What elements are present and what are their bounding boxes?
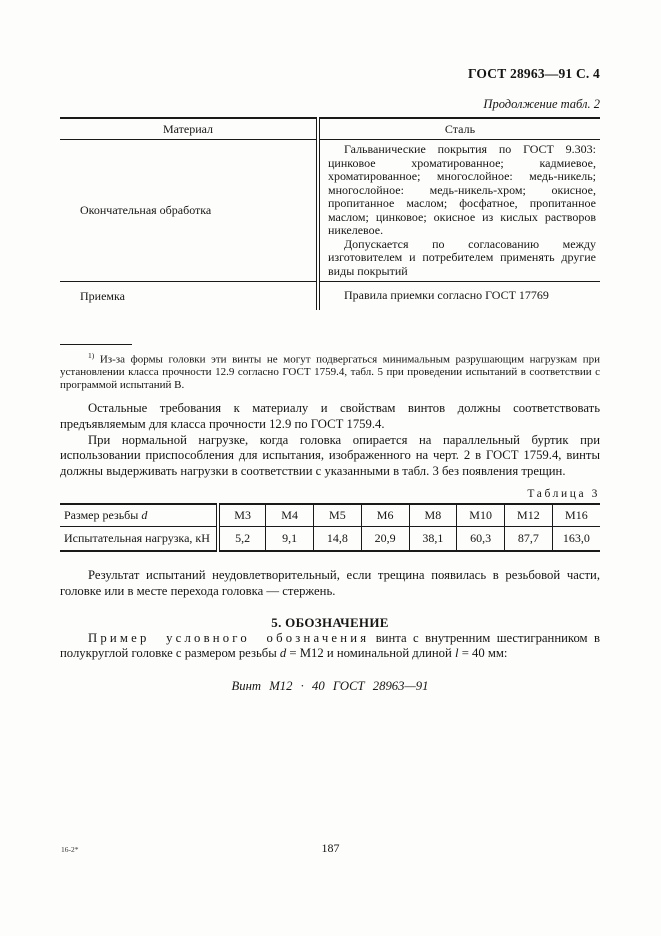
section-heading-designation: 5. ОБОЗНАЧЕНИЕ [271, 614, 389, 630]
length-variable: l [454, 646, 459, 661]
paragraph-test-result: Результат испытаний неудовлетворительный, если трещина появилась в резьбовой части, головке или в месте перехода головка — стержень. [60, 568, 600, 598]
table3-test-loads [60, 503, 600, 552]
table3-size-m16: М16 [552, 504, 600, 527]
table3-label: Таблица 3 [527, 488, 600, 501]
table3-size-m8: М8 [409, 504, 457, 527]
table3-load-m6: 20,9 [361, 527, 409, 552]
print-signature-mark: 16-2* [61, 845, 79, 854]
table3-size-m3: М3 [218, 504, 266, 527]
table3-size-m10: М10 [457, 504, 505, 527]
table3-thread-size-label: Размер резьбы d [60, 504, 218, 527]
paragraph-material-requirements: Остальные требования к материалу и свойствам винтов должны соответствовать предъявляемым для класса прочности 12.9 по ГОСТ 1759.4. [60, 401, 600, 432]
table3-load-m16: 163,0 [552, 527, 600, 552]
paragraph-designation-example: Пример условного обозначения винта с внутренним шестигранником в полукруглой головке с размером резьбы d = М12 и номинальной длиной l = 40 мм: [60, 630, 600, 661]
table3-load-m12: 87,7 [505, 527, 553, 552]
designation-example-line: Винт М12 · 40 ГОСТ 28963—91 [231, 678, 429, 693]
table2-acceptance-label: Приемка [60, 282, 318, 311]
table3-load-m3: 5,2 [218, 527, 266, 552]
page-number: 187 [321, 841, 340, 855]
page-header-gost-ref: ГОСТ 28963—91 С. 4 [467, 66, 600, 81]
table2-row-acceptance [60, 282, 600, 311]
table2-acceptance-value: Правила приемки согласно ГОСТ 17769 [344, 288, 549, 303]
designation-spaced-lead: Пример условного обозначения [88, 630, 370, 645]
table2-header-material: Материал [60, 118, 318, 140]
table2-header-steel: Сталь [318, 118, 600, 140]
table2-final-treatment-value [318, 140, 600, 282]
table3-size-m5: М5 [314, 504, 362, 527]
table3-load-m8: 38,1 [409, 527, 457, 552]
table3-load-m5: 14,8 [314, 527, 362, 552]
table3-load-row [60, 527, 600, 552]
diameter-variable: d [279, 646, 287, 661]
table2-row-final-treatment [60, 140, 600, 282]
table2-material-steel [60, 117, 600, 310]
table3-load-m10: 60,3 [457, 527, 505, 552]
table3-load-m4: 9,1 [266, 527, 314, 552]
table2-final-treatment-label: Окончательная обработка [60, 140, 318, 282]
table3-size-m6: М6 [361, 504, 409, 527]
footnote-marker: 1) [88, 351, 95, 360]
table3-size-m4: М4 [266, 504, 314, 527]
footnote-text: Из-за формы головки эти винты не могут подвергаться минимальным разрушающим нагрузкам при установлении класса прочности 12.9 согласно ГОСТ 1759.4, табл. 5 при проведении испытаний в соответствии с программой испытаний В. [60, 353, 600, 391]
thread-size-variable: d [141, 508, 148, 523]
table-continuation-note: Продолжение табл. 2 [483, 97, 600, 111]
table3-load-label: Испытательная нагрузка, кН [60, 527, 218, 552]
coatings-agreement-paragraph: Допускается по согласованию между изготовителем и потребителем применять другие виды покрытий [328, 236, 596, 278]
coatings-paragraph: Гальванические покрытия по ГОСТ 9.303: цинковое хроматированное; кадмиевое, хроматированное; многослойное: медь-никель; многослойное: медь-никель-хром; окисное, пропитанное маслом; фосфатное, пропитанное маслом; цинковое; окисное из кислых растворов никелевое. [328, 142, 596, 237]
table3-size-m12: М12 [505, 504, 553, 527]
table2-header-row [60, 118, 600, 140]
paragraph-normal-load: При нормальной нагрузке, когда головка опирается на параллельный буртик при использовании приспособления для испытания, изображенного на черт. 2 в ГОСТ 1759.4, винты должны выдерживать нагрузки в соответствии с указанными в табл. 3 без появления трещин. [60, 432, 600, 478]
footnote [60, 350, 600, 391]
table3-header-row [60, 504, 600, 527]
footnote-divider [60, 344, 132, 345]
page-content [60, 0, 600, 694]
